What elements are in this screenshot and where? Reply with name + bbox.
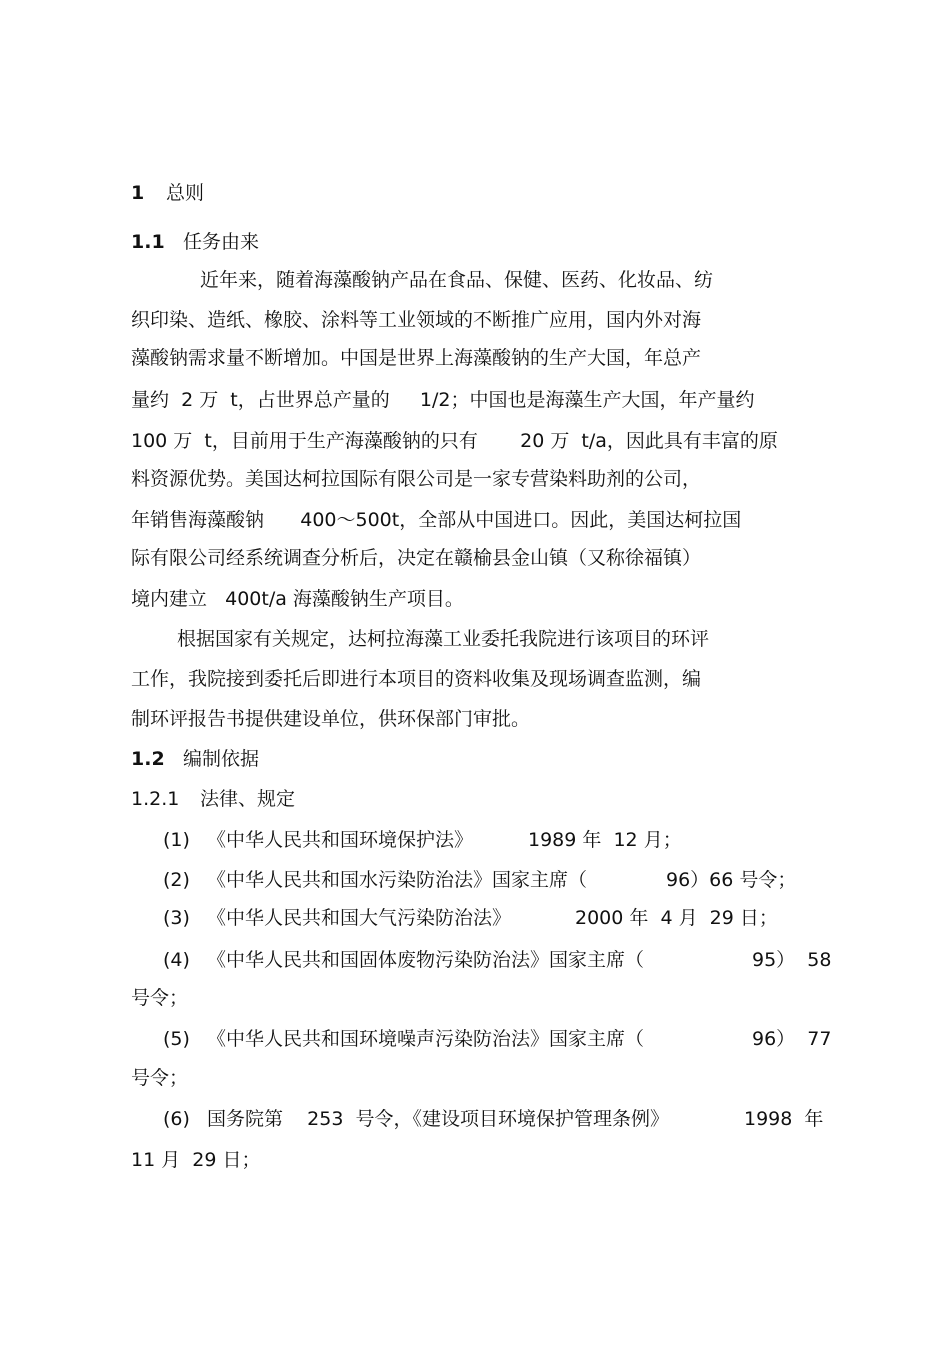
subsection-title: 法律、规定 xyxy=(200,788,296,810)
paragraph-line: 织印染、造纸、橡胶、涂料等工业领域的不断推广应用，国内外对海 xyxy=(131,309,702,331)
paragraph-line: 际有限公司经系统调查分析后，决定在赣榆县金山镇（又称徐福镇） xyxy=(131,547,702,569)
list-item-date: 96）66 号令； xyxy=(666,869,797,891)
paragraph-line: 藻酸钠需求量不断增加。中国是世界上海藻酸钠的生产大国，年总产 xyxy=(131,347,702,369)
section-number: 1 xyxy=(131,182,145,204)
section-title: 总则 xyxy=(166,182,205,204)
paragraph-line: 根据国家有关规定，达柯拉海藻工业委托我院进行该项目的环评 xyxy=(177,628,710,650)
list-item-number: (6) xyxy=(163,1108,190,1130)
paragraph-line: 料资源优势。美国达柯拉国际有限公司是一家专营染料助剂的公司， xyxy=(131,468,702,490)
list-item-text: 《中华人民共和国大气污染防治法》 xyxy=(207,907,512,929)
section-number: 1.2 xyxy=(131,748,165,770)
paragraph-line: 工作，我院接到委托后即进行本项目的资料收集及现场调查监测，编 xyxy=(131,668,702,690)
list-item-number: (5) xyxy=(163,1028,190,1050)
paragraph-line: 制环评报告书提供建设单位，供环保部门审批。 xyxy=(131,708,531,730)
list-item-number: (4) xyxy=(163,949,190,971)
paragraph-line: 年销售海藻酸钠 400～500t，全部从中国进口。因此，美国达柯拉国 xyxy=(131,509,742,531)
list-item-number: (2) xyxy=(163,869,190,891)
list-item-text: 《中华人民共和国环境保护法》 xyxy=(207,829,474,851)
section-title: 编制依据 xyxy=(183,748,260,770)
list-item-continuation: 号令； xyxy=(131,1067,189,1089)
paragraph-line: 近年来，随着海藻酸钠产品在食品、保健、医药、化妆品、纺 xyxy=(200,269,714,291)
paragraph-line: 境内建立 400t/a 海藻酸钠生产项目。 xyxy=(131,588,464,610)
subsection-number: 1.2.1 xyxy=(131,788,180,810)
list-item-text: 国务院第 253 号令，《建设项目环境保护管理条例》 xyxy=(207,1108,670,1130)
paragraph-line: 100 万 t，目前用于生产海藻酸钠的只有 20 万 t/a，因此具有丰富的原 xyxy=(131,430,778,452)
list-item-date: 95） 58 xyxy=(752,949,832,971)
list-item-date: 1989 年 12 月； xyxy=(528,829,682,851)
list-item-text: 《中华人民共和国水污染防治法》国家主席（ xyxy=(207,869,588,891)
list-item-number: (3) xyxy=(163,907,190,929)
section-number: 1.1 xyxy=(131,231,165,253)
section-title: 任务由来 xyxy=(183,231,260,253)
list-item-date: 1998 年 xyxy=(744,1108,824,1130)
list-item-date: 2000 年 4 月 29 日； xyxy=(575,907,778,929)
list-item-date: 96） 77 xyxy=(752,1028,832,1050)
list-item-number: (1) xyxy=(163,829,190,851)
paragraph-line: 量约 2 万 t，占世界总产量的 1/2；中国也是海藻生产大国，年产量约 xyxy=(131,389,755,411)
list-item-continuation: 11 月 29 日； xyxy=(131,1149,261,1171)
list-item-text: 《中华人民共和国环境噪声污染防治法》国家主席（ xyxy=(207,1028,645,1050)
list-item-continuation: 号令； xyxy=(131,987,189,1009)
list-item-text: 《中华人民共和国固体废物污染防治法》国家主席（ xyxy=(207,949,645,971)
